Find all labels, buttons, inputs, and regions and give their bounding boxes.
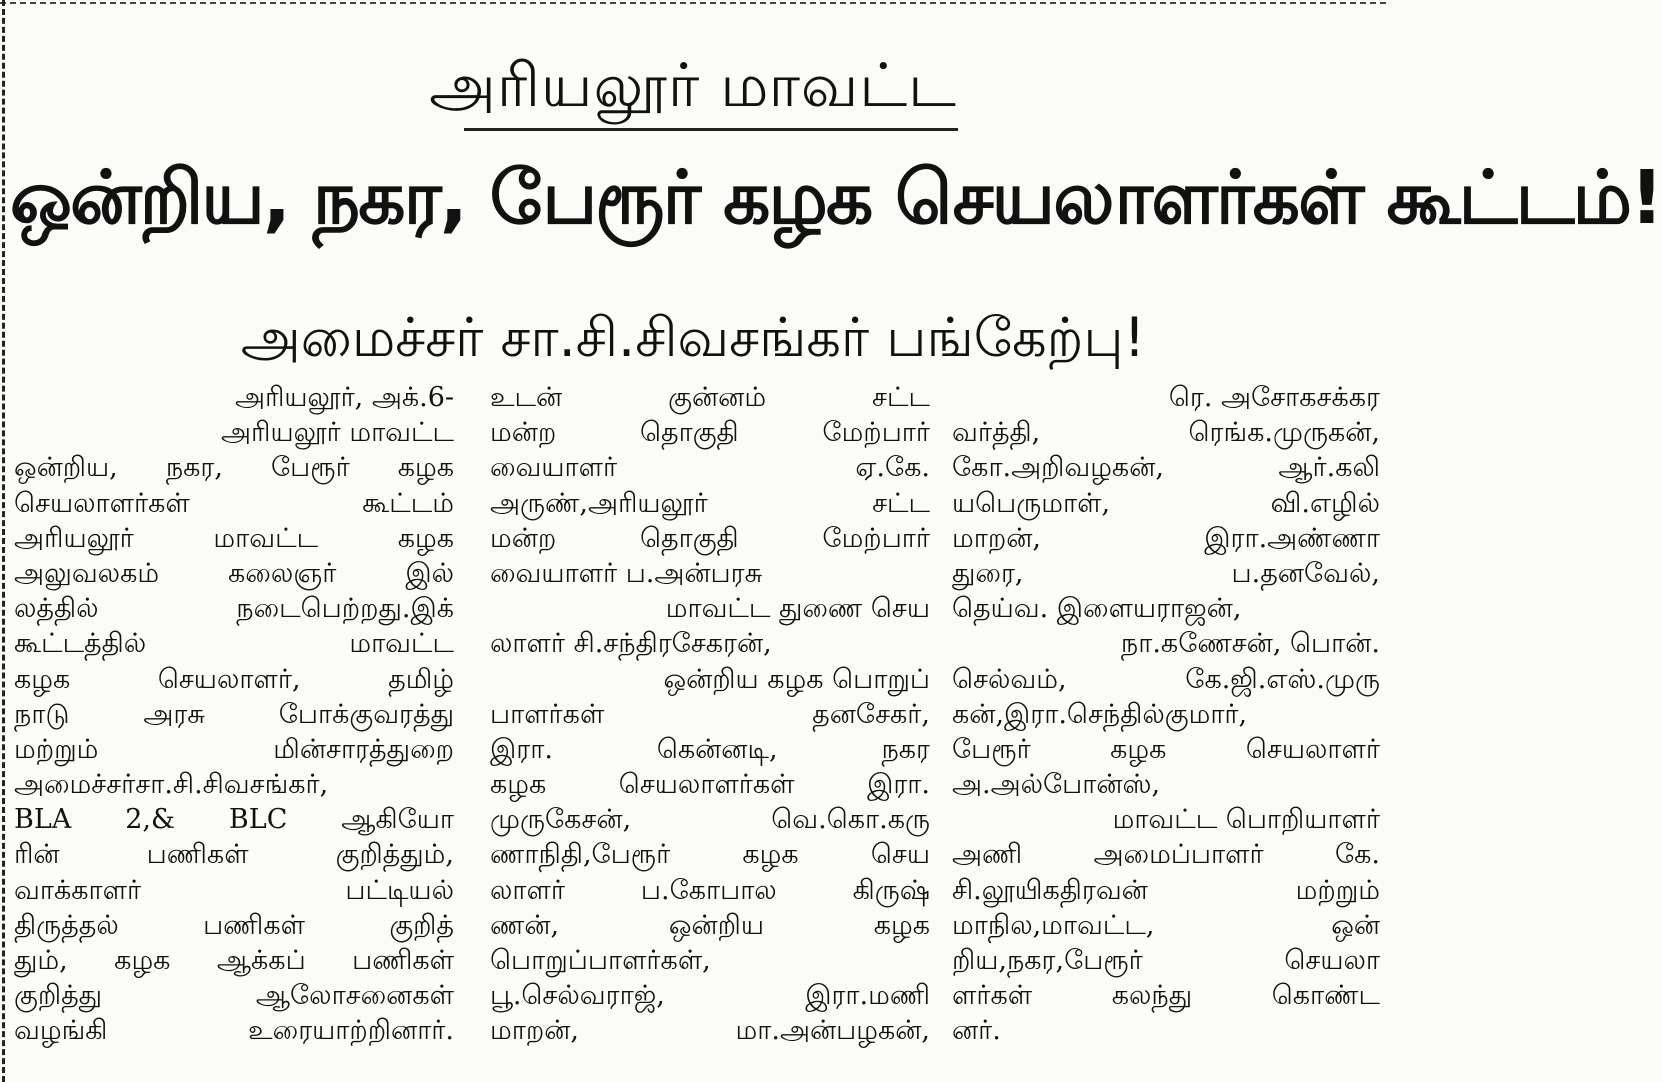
article-line: அ.அல்போன்ஸ், (952, 769, 1161, 801)
article-line: ளர்கள் கலந்து கொண்ட (952, 980, 1380, 1012)
article-column-1 (14, 380, 454, 1049)
article-column-3 (952, 380, 1380, 1049)
article-line: வர்த்தி, ரெங்க.முருகன், (952, 417, 1380, 449)
article-subhead: அமைச்சர் சா.சி.சிவசங்கர் பங்கேற்பு! (240, 306, 1146, 369)
article-line: வையாளர் ஏ.கே. (490, 452, 930, 484)
article-line: அரியலூர் மாவட்ட கழக (14, 522, 454, 554)
article-line: அலுவலகம் கலைஞர் இல் (14, 557, 454, 589)
article-line: னர். (952, 1015, 1001, 1047)
article-line: ஒன்றிய கழக பொறுப் (663, 663, 930, 695)
article-headline: ஒன்றிய, நகர, பேரூர் கழக செயலாளர்கள் கூட்டம்! (10, 155, 1662, 241)
article-line: லத்தில் நடைபெற்றது.இக் (14, 593, 454, 625)
article-line: மன்ற தொகுதி மேற்பார் (490, 522, 930, 554)
article-line: ணன், ஒன்றிய கழக (490, 909, 930, 941)
kicker-underline (464, 128, 958, 131)
article-line: மாறன், மா.அன்பழகன், (490, 1015, 930, 1047)
article-line: மாவட்ட பொறியாளர் (1112, 804, 1380, 836)
article-line: அரியலூர் மாவட்ட (221, 417, 454, 449)
article-line: BLA 2,& BLC ஆகியோ (14, 804, 454, 836)
article-line: வாக்காளர் பட்டியல் (14, 874, 454, 906)
article-line: வழங்கி உரையாற்றினார். (14, 1015, 454, 1047)
article-line: உடன் குன்னம் சட்ட (490, 382, 930, 413)
article-line: கன்,இரா.செந்தில்குமார், (952, 698, 1248, 730)
article-line: திருத்தல் பணிகள் குறித் (14, 909, 454, 941)
article-line: செயலாளர்கள் கூட்டம் (14, 487, 454, 519)
cut-border-left (2, 0, 5, 1082)
article-body (14, 380, 1380, 1080)
article-line: பேரூர் கழக செயலாளர் (952, 733, 1380, 765)
article-line: றிய,நகர,பேரூர் செயலா (952, 945, 1380, 976)
article-line: நா.கணேசன், பொன். (1120, 628, 1380, 660)
article-line: நாடு அரசு போக்குவரத்து (14, 698, 454, 730)
article-line: யபெருமாள், வி.எழில் (952, 487, 1380, 519)
article-line: துரை, ப.தனவேல், (952, 557, 1380, 589)
article-line: செல்வம், கே.ஜி.எஸ்.முரு (952, 663, 1380, 695)
article-line: லாளர் சி.சந்திரசேகரன், (490, 628, 772, 660)
article-line: பாளர்கள் தனசேகர், (490, 698, 930, 730)
article-line: ரெ. அசோகசக்கர (1168, 382, 1380, 413)
article-line: பொறுப்பாளர்கள், (490, 945, 711, 976)
article-line: வையாளர் ப.அன்பரசு (490, 557, 763, 589)
article-kicker: அரியலூர் மாவட்ட (429, 51, 957, 121)
article-line: ணாநிதி,பேரூர் கழக செய (490, 839, 930, 871)
article-line: மற்றும் மின்சாரத்துறை (14, 733, 454, 765)
article-line: கழக செயலாளர்கள் இரா. (490, 769, 930, 801)
article-line: அமைச்சர்சா.சி.சிவசங்கர், (14, 769, 329, 801)
article-line: குறித்து ஆலோசனைகள் (14, 980, 454, 1012)
article-line: ஒன்றிய, நகர, பேரூர் கழக (14, 452, 454, 484)
article-line: கூட்டத்தில் மாவட்ட (14, 628, 454, 660)
cut-border-top (0, 2, 1386, 4)
article-line: மாவட்ட துணை செய (665, 593, 930, 625)
article-line: மன்ற தொகுதி மேற்பார் (490, 417, 930, 449)
article-line: அணி அமைப்பாளர் கே. (952, 839, 1380, 871)
article-line: மாறன், இரா.அண்ணா (952, 522, 1380, 554)
article-line: தெய்வ. இளையராஜன், (952, 593, 1242, 625)
article-line: கழக செயலாளர், தமிழ் (14, 663, 454, 695)
article-line: இரா. கென்னடி, நகர (490, 733, 930, 765)
article-line: கோ.அறிவழகன், ஆர்.கலி (952, 452, 1380, 484)
article-line: பூ.செல்வராஜ், இரா.மணி (490, 980, 930, 1012)
article-line: தும், கழக ஆக்கப் பணிகள் (14, 945, 454, 976)
article-column-2 (490, 380, 930, 1049)
article-line: மாநில,மாவட்ட, ஒன் (952, 909, 1380, 941)
article-line: லாளர் ப.கோபால கிருஷ் (490, 874, 930, 906)
article-line: முருகேசன், வெ.கொ.கரு (490, 804, 930, 836)
article-line: ரின் பணிகள் குறித்தும், (14, 839, 454, 871)
article-line: சி.லூயிகதிரவன் மற்றும் (952, 874, 1380, 906)
article-line: அருண்,அரியலூர் சட்ட (490, 487, 930, 519)
article-line: அரியலூர், அக்.6- (234, 382, 454, 413)
